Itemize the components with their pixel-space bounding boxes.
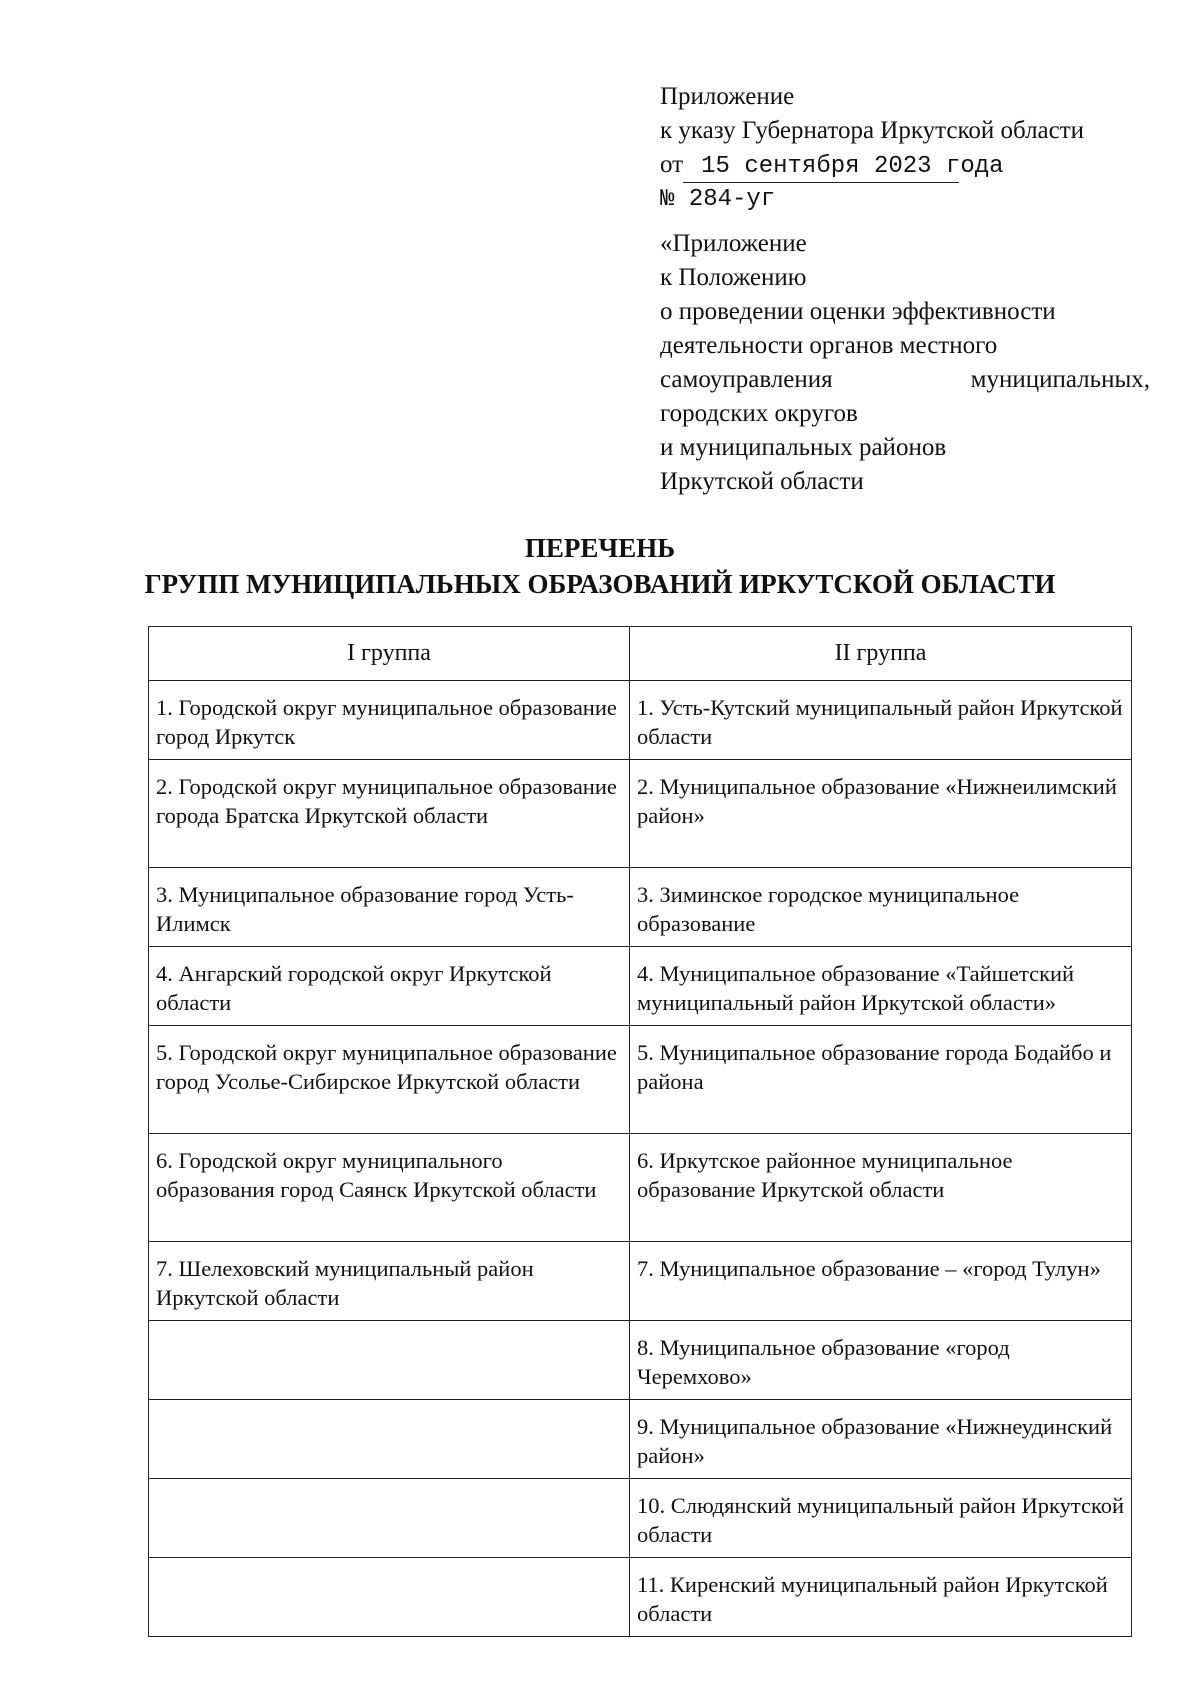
group-1-cell: 1. Городской округ муниципальное образование город Иркутск <box>149 681 630 760</box>
table-row <box>149 1026 1132 1134</box>
appendix-word: муниципальных, <box>970 366 1150 393</box>
appendix-line: деятельности органов местного <box>660 332 998 359</box>
group-1-cell <box>149 1321 630 1400</box>
table-row <box>149 681 1132 760</box>
appendix-line: Приложение <box>660 83 795 110</box>
appendix-line: к Положению <box>660 264 807 291</box>
table-row <box>149 868 1132 947</box>
date-prefix: от <box>660 151 684 178</box>
group-2-cell: 4. Муниципальное образование «Тайшетский муниципальный район Иркутской области» <box>630 947 1132 1026</box>
group-1-cell: 5. Городской округ муниципальное образование город Усолье-Сибирское Иркутской области <box>149 1026 630 1134</box>
title-line-2: ГРУПП МУНИЦИПАЛЬНЫХ ОБРАЗОВАНИЙ ИРКУТСКОЙ ОБЛАСТИ <box>144 569 1056 599</box>
group-1-cell <box>149 1558 630 1637</box>
table-row <box>149 1134 1132 1242</box>
group-2-cell: 2. Муниципальное образование «Нижнеилимский район» <box>630 760 1132 868</box>
group-1-cell: 4. Ангарский городской округ Иркутской области <box>149 947 630 1026</box>
title-line-1: ПЕРЕЧЕНЬ <box>524 533 676 563</box>
group-2-cell: 10. Слюдянский муниципальный район Иркутской области <box>630 1479 1132 1558</box>
decree-number-line <box>660 183 1150 217</box>
group-2-cell: 8. Муниципальное образование «город Черемхово» <box>630 1321 1132 1400</box>
number-sign: № <box>660 186 675 213</box>
decree-date-line <box>660 148 1150 183</box>
group-1-cell: 6. Городской округ муниципального образования город Саянск Иркутской области <box>149 1134 630 1242</box>
appendix-block <box>660 80 1150 499</box>
groups-table <box>148 626 1132 1637</box>
table-row <box>149 760 1132 868</box>
decree-date: 15 сентября 2023 года <box>683 152 959 183</box>
table-row <box>149 1479 1132 1558</box>
appendix-line <box>660 363 1150 397</box>
table-header-row <box>149 627 1132 681</box>
group-1-cell: 2. Городской округ муниципальное образование города Братска Иркутской области <box>149 760 630 868</box>
appendix-line: Иркутской области <box>660 468 864 495</box>
group-1-cell <box>149 1400 630 1479</box>
group-2-cell: 1. Усть-Кутский муниципальный район Иркутской области <box>630 681 1132 760</box>
header-group-1: I группа <box>149 627 630 681</box>
document-title <box>0 530 1200 602</box>
header-group-2: II группа <box>630 627 1132 681</box>
table-row <box>149 947 1132 1026</box>
table-row <box>149 1242 1132 1321</box>
appendix-word: самоуправления <box>660 366 833 393</box>
appendix-line: и муниципальных районов <box>660 434 947 461</box>
group-2-cell: 9. Муниципальное образование «Нижнеудинский район» <box>630 1400 1132 1479</box>
appendix-line: городских округов <box>660 400 858 427</box>
table-row <box>149 1558 1132 1637</box>
group-1-cell: 7. Шелеховский муниципальный район Иркутской области <box>149 1242 630 1321</box>
group-2-cell: 11. Киренский муниципальный район Иркутской области <box>630 1558 1132 1637</box>
appendix-line: «Приложение <box>660 230 807 257</box>
group-2-cell: 3. Зиминское городское муниципальное образование <box>630 868 1132 947</box>
appendix-line: о проведении оценки эффективности <box>660 298 1056 325</box>
group-2-cell: 7. Муниципальное образование – «город Тулун» <box>630 1242 1132 1321</box>
group-2-cell: 6. Иркутское районное муниципальное образование Иркутской области <box>630 1134 1132 1242</box>
decree-number: 284-уг <box>688 186 776 213</box>
group-1-cell <box>149 1479 630 1558</box>
table-row <box>149 1400 1132 1479</box>
table-row <box>149 1321 1132 1400</box>
appendix-line: к указу Губернатора Иркутской области <box>660 117 1085 144</box>
group-2-cell: 5. Муниципальное образование города Бодайбо и района <box>630 1026 1132 1134</box>
group-1-cell: 3. Муниципальное образование город Усть-Илимск <box>149 868 630 947</box>
